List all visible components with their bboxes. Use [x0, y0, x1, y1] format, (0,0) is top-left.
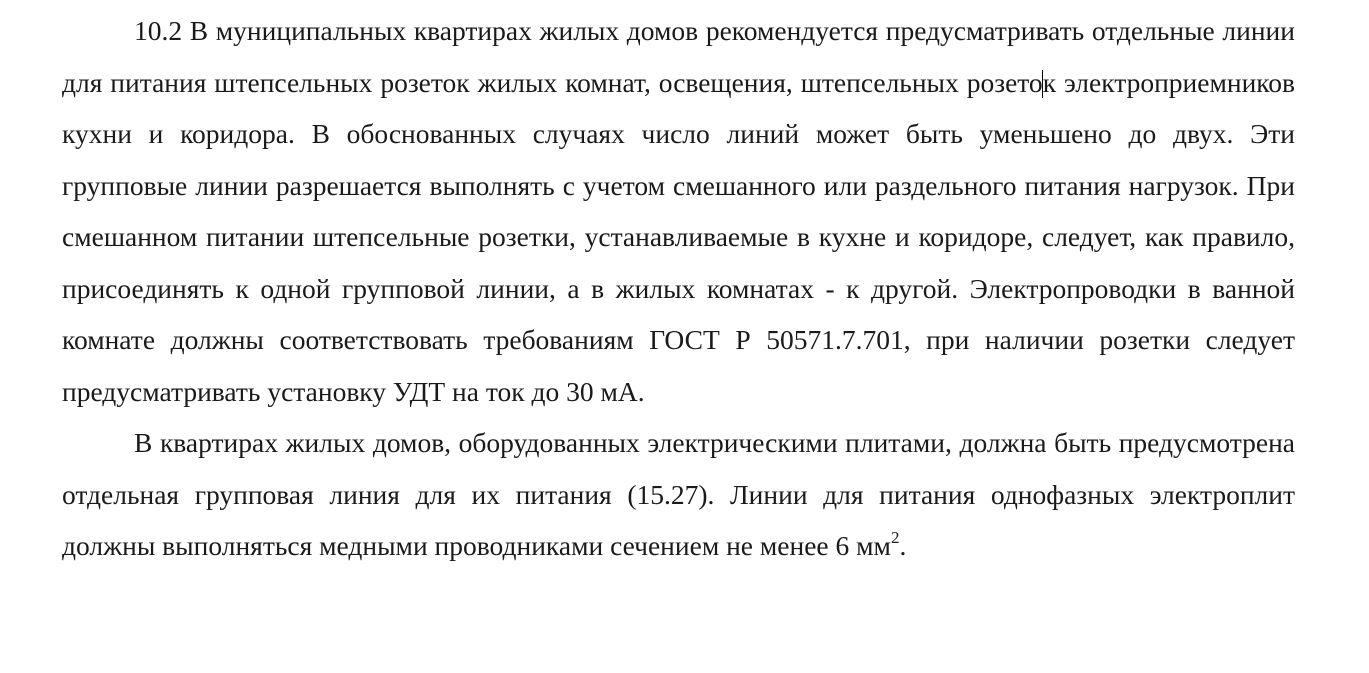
- paragraph-text: В квартирах жилых домов, оборудованных электрическими плитами, должна быть предусмотрена отдельная групповая линия для их питания (15.27). Линии для питания однофазных электроплит должны выполняться медными проводниками сечением не менее 6 мм: [62, 427, 1295, 561]
- paragraph-electric-stoves: [62, 417, 1295, 572]
- document-page: [62, 5, 1295, 572]
- paragraph-tail: .: [899, 530, 907, 561]
- paragraph-text-part-1: 10.2 В муниципальных квартирах жилых домов рекомендуется предусматривать отдельные линии для питания штепсельных розеток жилых комнат, освещения, штепсельных розето: [62, 15, 1295, 98]
- superscript-2: 2: [890, 528, 900, 547]
- paragraph-text-part-2: к электроприемников кухни и коридора. В обоснованных случаях число линий может быть уменьшено до двух. Эти групповые линии разрешается выполнять с учетом смешанного или раздельного питания нагрузок. При смешанном питании штепсельные розетки, устанавливаемые в кухне и коридоре, следует, как правило, присоединять к одной групповой линии, а в жилых комнатах - к другой. Электропроводки в ванной комнате должны соответствовать требованиям ГОСТ Р 50571.7.701, при наличии розетки следует предусматривать установку УДТ на ток до 30 мА.: [62, 66, 1295, 407]
- paragraph-10-2: [62, 5, 1295, 417]
